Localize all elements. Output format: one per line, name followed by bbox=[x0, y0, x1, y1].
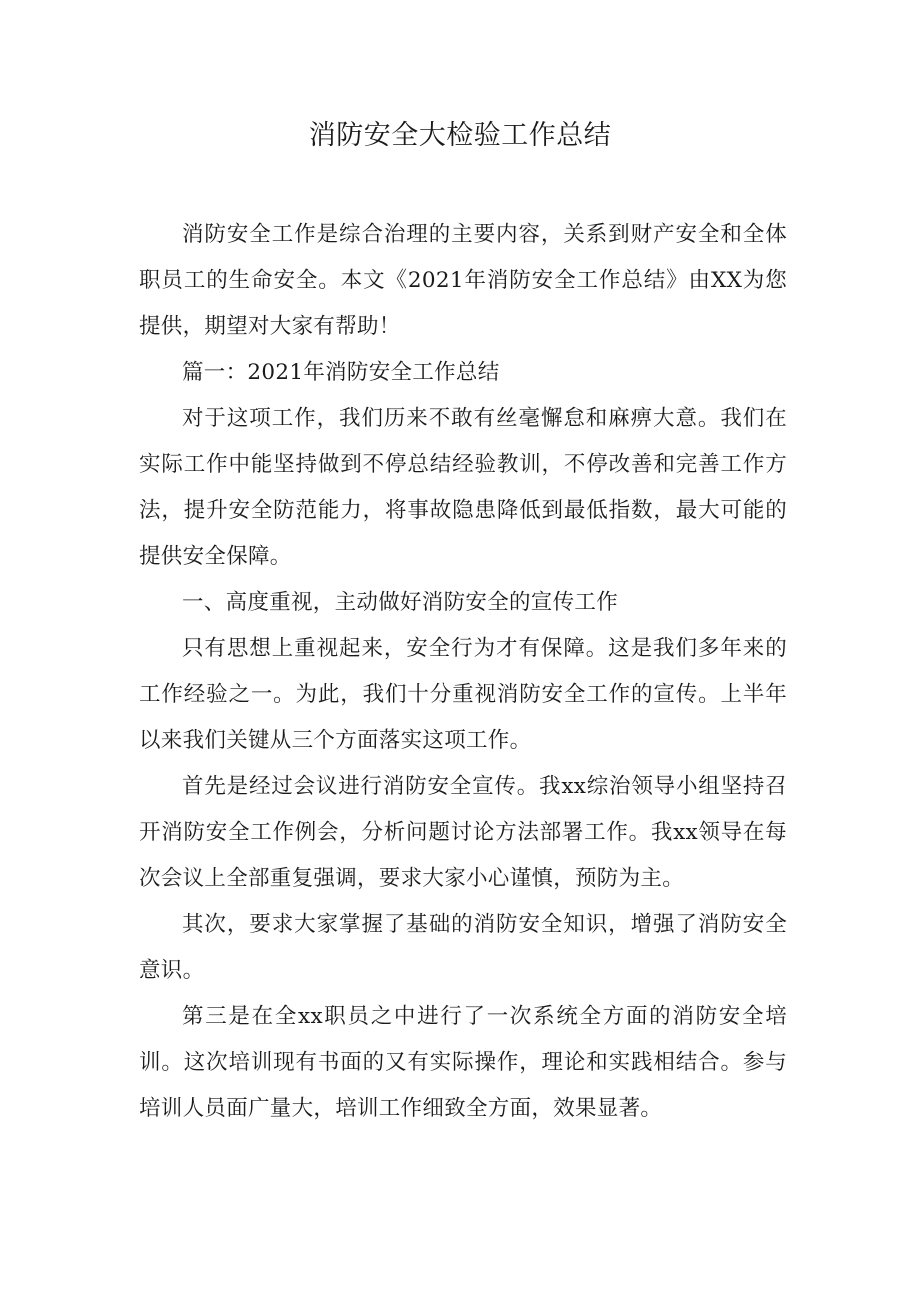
body-paragraph: 对于这项工作，我们历来不敢有丝毫懈怠和麻痹大意。我们在实际工作中能坚持做到不停总结经验教训，不停改善和完善工作方法，提升安全防范能力，将事故隐患降低到最低指数，最大可能的提供安全保障。 bbox=[139, 406, 787, 569]
document-title: 消防安全大检验工作总结 bbox=[308, 120, 612, 151]
body-paragraph: 只有思想上重视起来，安全行为才有保障。这是我们多年来的工作经验之一。为此，我们十分重视消防安全工作的宣传。上半年以来我们关键从三个方面落实这项工作。 bbox=[139, 636, 787, 753]
intro-paragraph: 消防安全工作是综合治理的主要内容，关系到财产安全和全体职员工的生命安全。本文《2021年消防安全工作总结》由XX为您提供，期望对大家有帮助！ bbox=[139, 222, 787, 339]
section-heading-part-one: 篇一：2021年消防安全工作总结 bbox=[182, 360, 500, 385]
section-heading-one: 一、高度重视，主动做好消防安全的宣传工作 bbox=[182, 590, 619, 615]
body-paragraph: 第三是在全xx职员之中进行了一次系统全方面的消防安全培训。这次培训现有书面的又有实际操作，理论和实践相结合。参与培训人员面广量大，培训工作细致全方面，效果显著。 bbox=[139, 1004, 787, 1121]
document-body bbox=[139, 212, 787, 1132]
body-paragraph: 首先是经过会议进行消防安全宣传。我xx综治领导小组坚持召开消防安全工作例会，分析问题讨论方法部署工作。我xx领导在每次会议上全部重复强调，要求大家小心谨慎，预防为主。 bbox=[139, 774, 787, 891]
body-paragraph: 其次，要求大家掌握了基础的消防安全知识，增强了消防安全意识。 bbox=[139, 912, 787, 983]
